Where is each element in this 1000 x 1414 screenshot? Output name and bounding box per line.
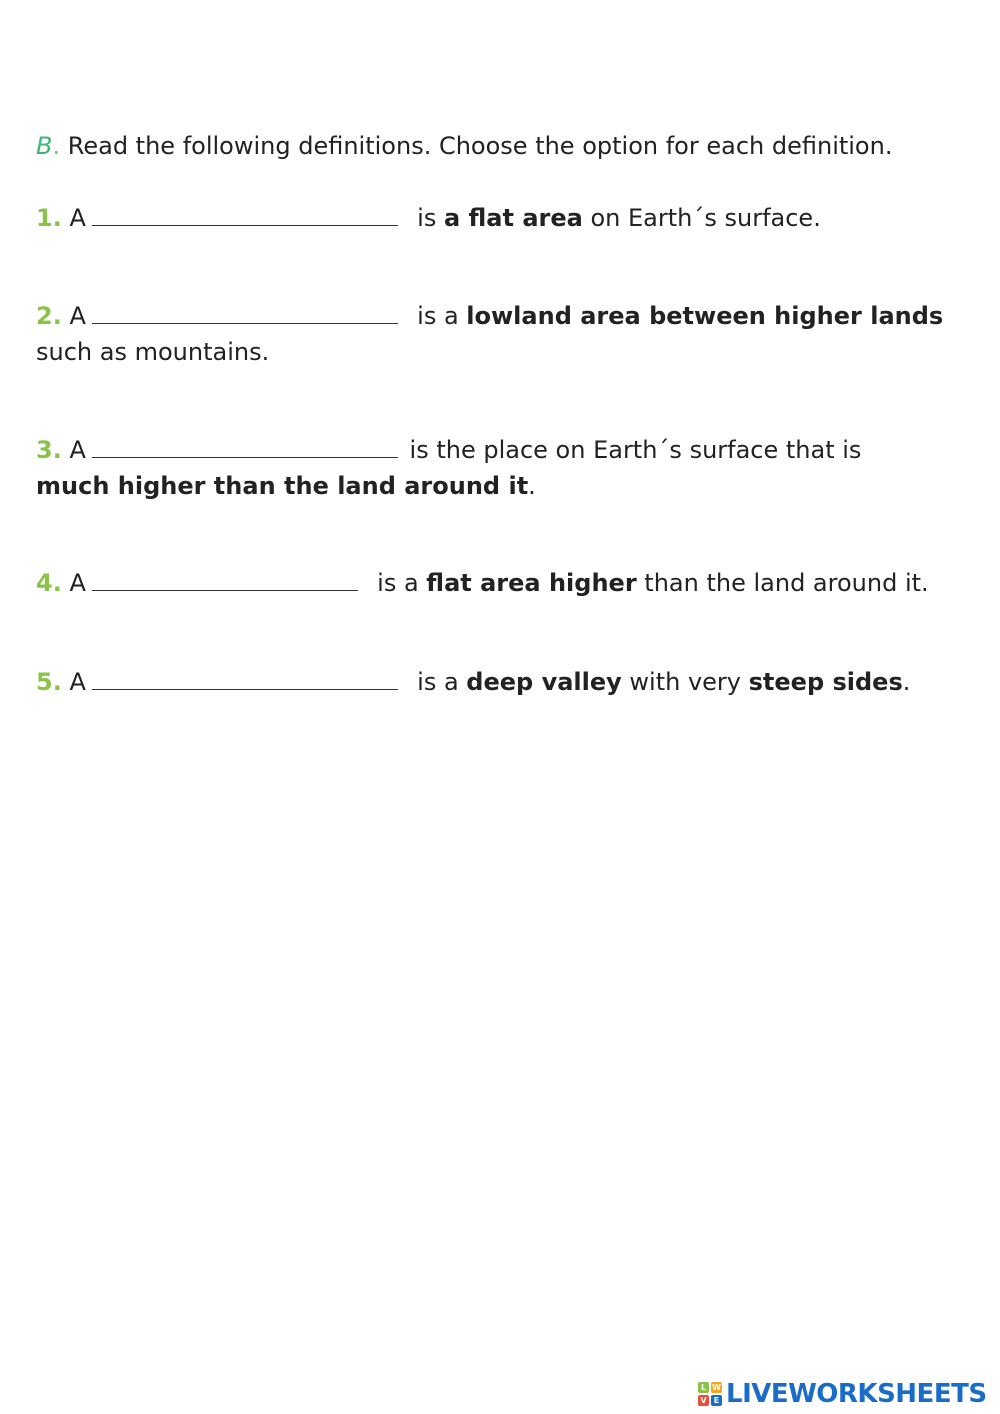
logo-cell: E <box>711 1395 722 1406</box>
answer-blank-2[interactable] <box>92 299 398 324</box>
item-number: 3. <box>36 436 62 464</box>
answer-blank-5[interactable] <box>92 665 398 690</box>
article: A <box>69 668 86 696</box>
item-number: 4. <box>36 569 62 597</box>
liveworksheets-logo <box>698 1374 987 1414</box>
logo-cell: L <box>698 1382 709 1393</box>
definition-text: is a <box>377 569 427 597</box>
item-number: 2. <box>36 302 62 330</box>
definition-bold: flat area higher <box>426 569 637 597</box>
definition-text-end: . <box>902 668 911 696</box>
definition-bold: lowland area between higher lands <box>466 302 944 330</box>
definition-bold: much higher than the land around it <box>36 472 529 500</box>
answer-blank-1[interactable] <box>92 201 398 226</box>
definition-item-1 <box>36 200 821 236</box>
definition-text-end: on Earth´s surface. <box>582 204 821 232</box>
logo-icon <box>698 1382 722 1406</box>
definition-text-end: such as mountains. <box>36 338 270 366</box>
item-number: 1. <box>36 204 62 232</box>
definition-text: is the place on Earth´s surface that is <box>409 436 862 464</box>
brand-name: LIVEWORKSHEETS <box>726 1379 987 1409</box>
item-number: 5. <box>36 668 62 696</box>
definition-item-2 <box>36 298 943 334</box>
definition-bold: a flat area <box>443 204 583 232</box>
logo-cell: W <box>712 1383 721 1392</box>
definition-text-mid: with very <box>621 668 749 696</box>
answer-blank-4[interactable] <box>92 566 358 591</box>
definition-text: is a <box>417 668 467 696</box>
instruction-text: Read the following definitions. Choose the option for each definition. <box>67 132 893 160</box>
article: A <box>69 302 86 330</box>
definition-text-end: than the land around it. <box>636 569 929 597</box>
article: A <box>69 204 86 232</box>
definition-item-5 <box>36 664 910 700</box>
section-letter-dot: . <box>52 132 61 160</box>
section-letter: B <box>36 132 53 160</box>
article: A <box>69 436 86 464</box>
definition-bold-2: steep sides <box>748 668 903 696</box>
definition-text: is <box>417 204 444 232</box>
definition-item-3-cont <box>36 468 536 504</box>
definition-text: is a <box>417 302 467 330</box>
answer-blank-3[interactable] <box>92 433 398 458</box>
definition-item-2-cont <box>36 334 269 370</box>
instruction <box>36 128 892 164</box>
logo-cell: V <box>698 1395 709 1406</box>
definition-text-end: . <box>528 472 536 500</box>
definition-item-3 <box>36 432 861 468</box>
definition-item-4 <box>36 565 929 601</box>
article: A <box>69 569 86 597</box>
definition-bold: deep valley <box>466 668 622 696</box>
